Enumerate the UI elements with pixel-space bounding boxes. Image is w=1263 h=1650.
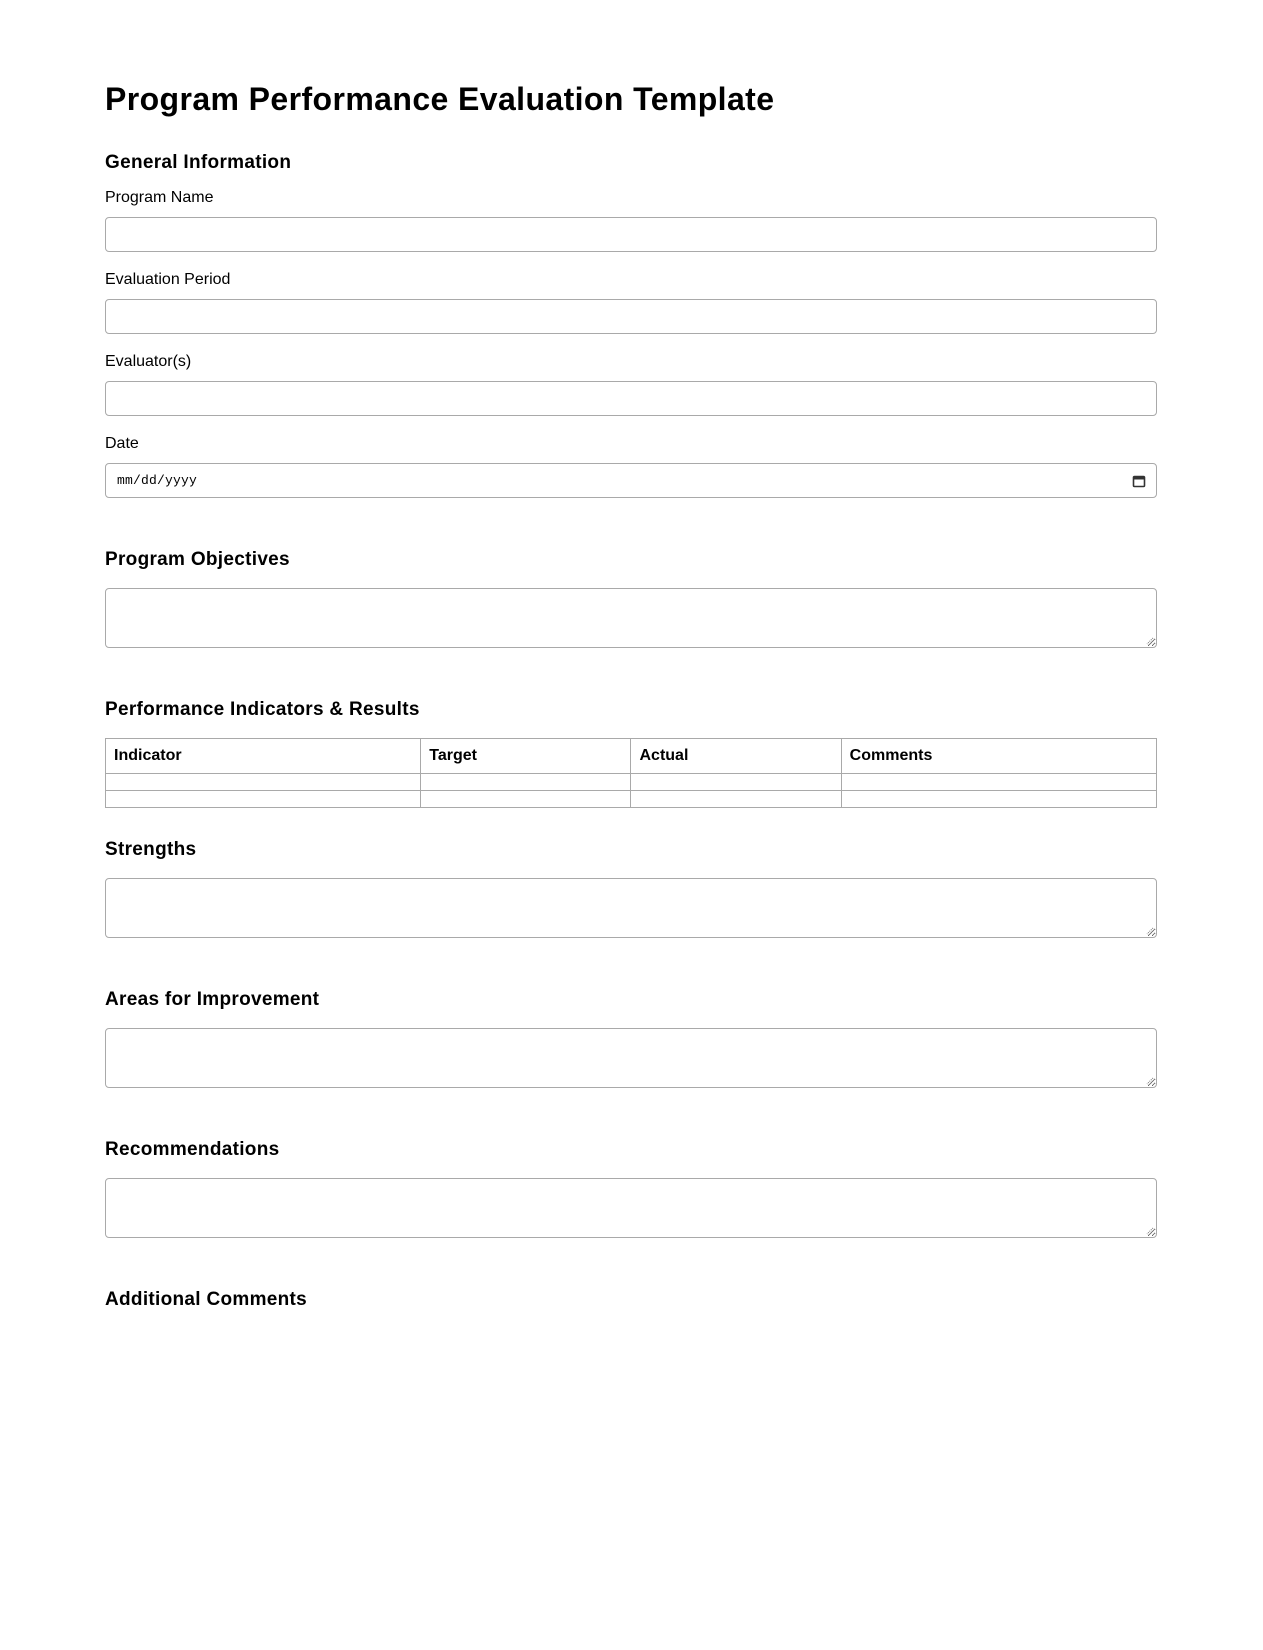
- table-cell-indicator[interactable]: [106, 791, 421, 808]
- program-name-label: Program Name: [105, 189, 214, 206]
- section-heading-strengths: Strengths: [105, 839, 197, 860]
- column-header-indicator: Indicator: [106, 739, 421, 774]
- section-heading-areas-for-improvement: Areas for Improvement: [105, 989, 320, 1010]
- section-heading-general-information: General Information: [105, 152, 292, 173]
- column-header-target: Target: [421, 739, 631, 774]
- table-cell-target[interactable]: [421, 774, 631, 791]
- section-heading-recommendations: Recommendations: [105, 1139, 280, 1160]
- performance-table: [105, 738, 1157, 808]
- evaluation-period-input[interactable]: [105, 299, 1157, 334]
- date-label: Date: [105, 435, 139, 452]
- evaluation-period-label: Evaluation Period: [105, 271, 231, 288]
- table-cell-indicator[interactable]: [106, 774, 421, 791]
- program-name-input[interactable]: [105, 217, 1157, 252]
- date-input[interactable]: [105, 463, 1157, 498]
- page-title: Program Performance Evaluation Template: [105, 81, 775, 117]
- section-heading-program-objectives: Program Objectives: [105, 549, 290, 570]
- table-cell-comments[interactable]: [841, 774, 1156, 791]
- calendar-icon[interactable]: [1132, 474, 1146, 488]
- table-cell-target[interactable]: [421, 791, 631, 808]
- column-header-actual: Actual: [631, 739, 841, 774]
- section-heading-performance-indicators: Performance Indicators & Results: [105, 699, 420, 720]
- table-cell-comments[interactable]: [841, 791, 1156, 808]
- areas-for-improvement-textarea[interactable]: [105, 1028, 1157, 1088]
- strengths-textarea[interactable]: [105, 878, 1157, 938]
- recommendations-textarea[interactable]: [105, 1178, 1157, 1238]
- table-cell-actual[interactable]: [631, 774, 841, 791]
- evaluators-label: Evaluator(s): [105, 353, 192, 370]
- program-objectives-textarea[interactable]: [105, 588, 1157, 648]
- date-placeholder: mm/dd/yyyy: [117, 473, 198, 488]
- evaluators-input[interactable]: [105, 381, 1157, 416]
- section-heading-additional-comments: Additional Comments: [105, 1289, 308, 1310]
- column-header-comments: Comments: [841, 739, 1156, 774]
- table-header-row: [106, 739, 1157, 774]
- table-row: [106, 791, 1157, 808]
- table-cell-actual[interactable]: [631, 791, 841, 808]
- table-row: [106, 774, 1157, 791]
